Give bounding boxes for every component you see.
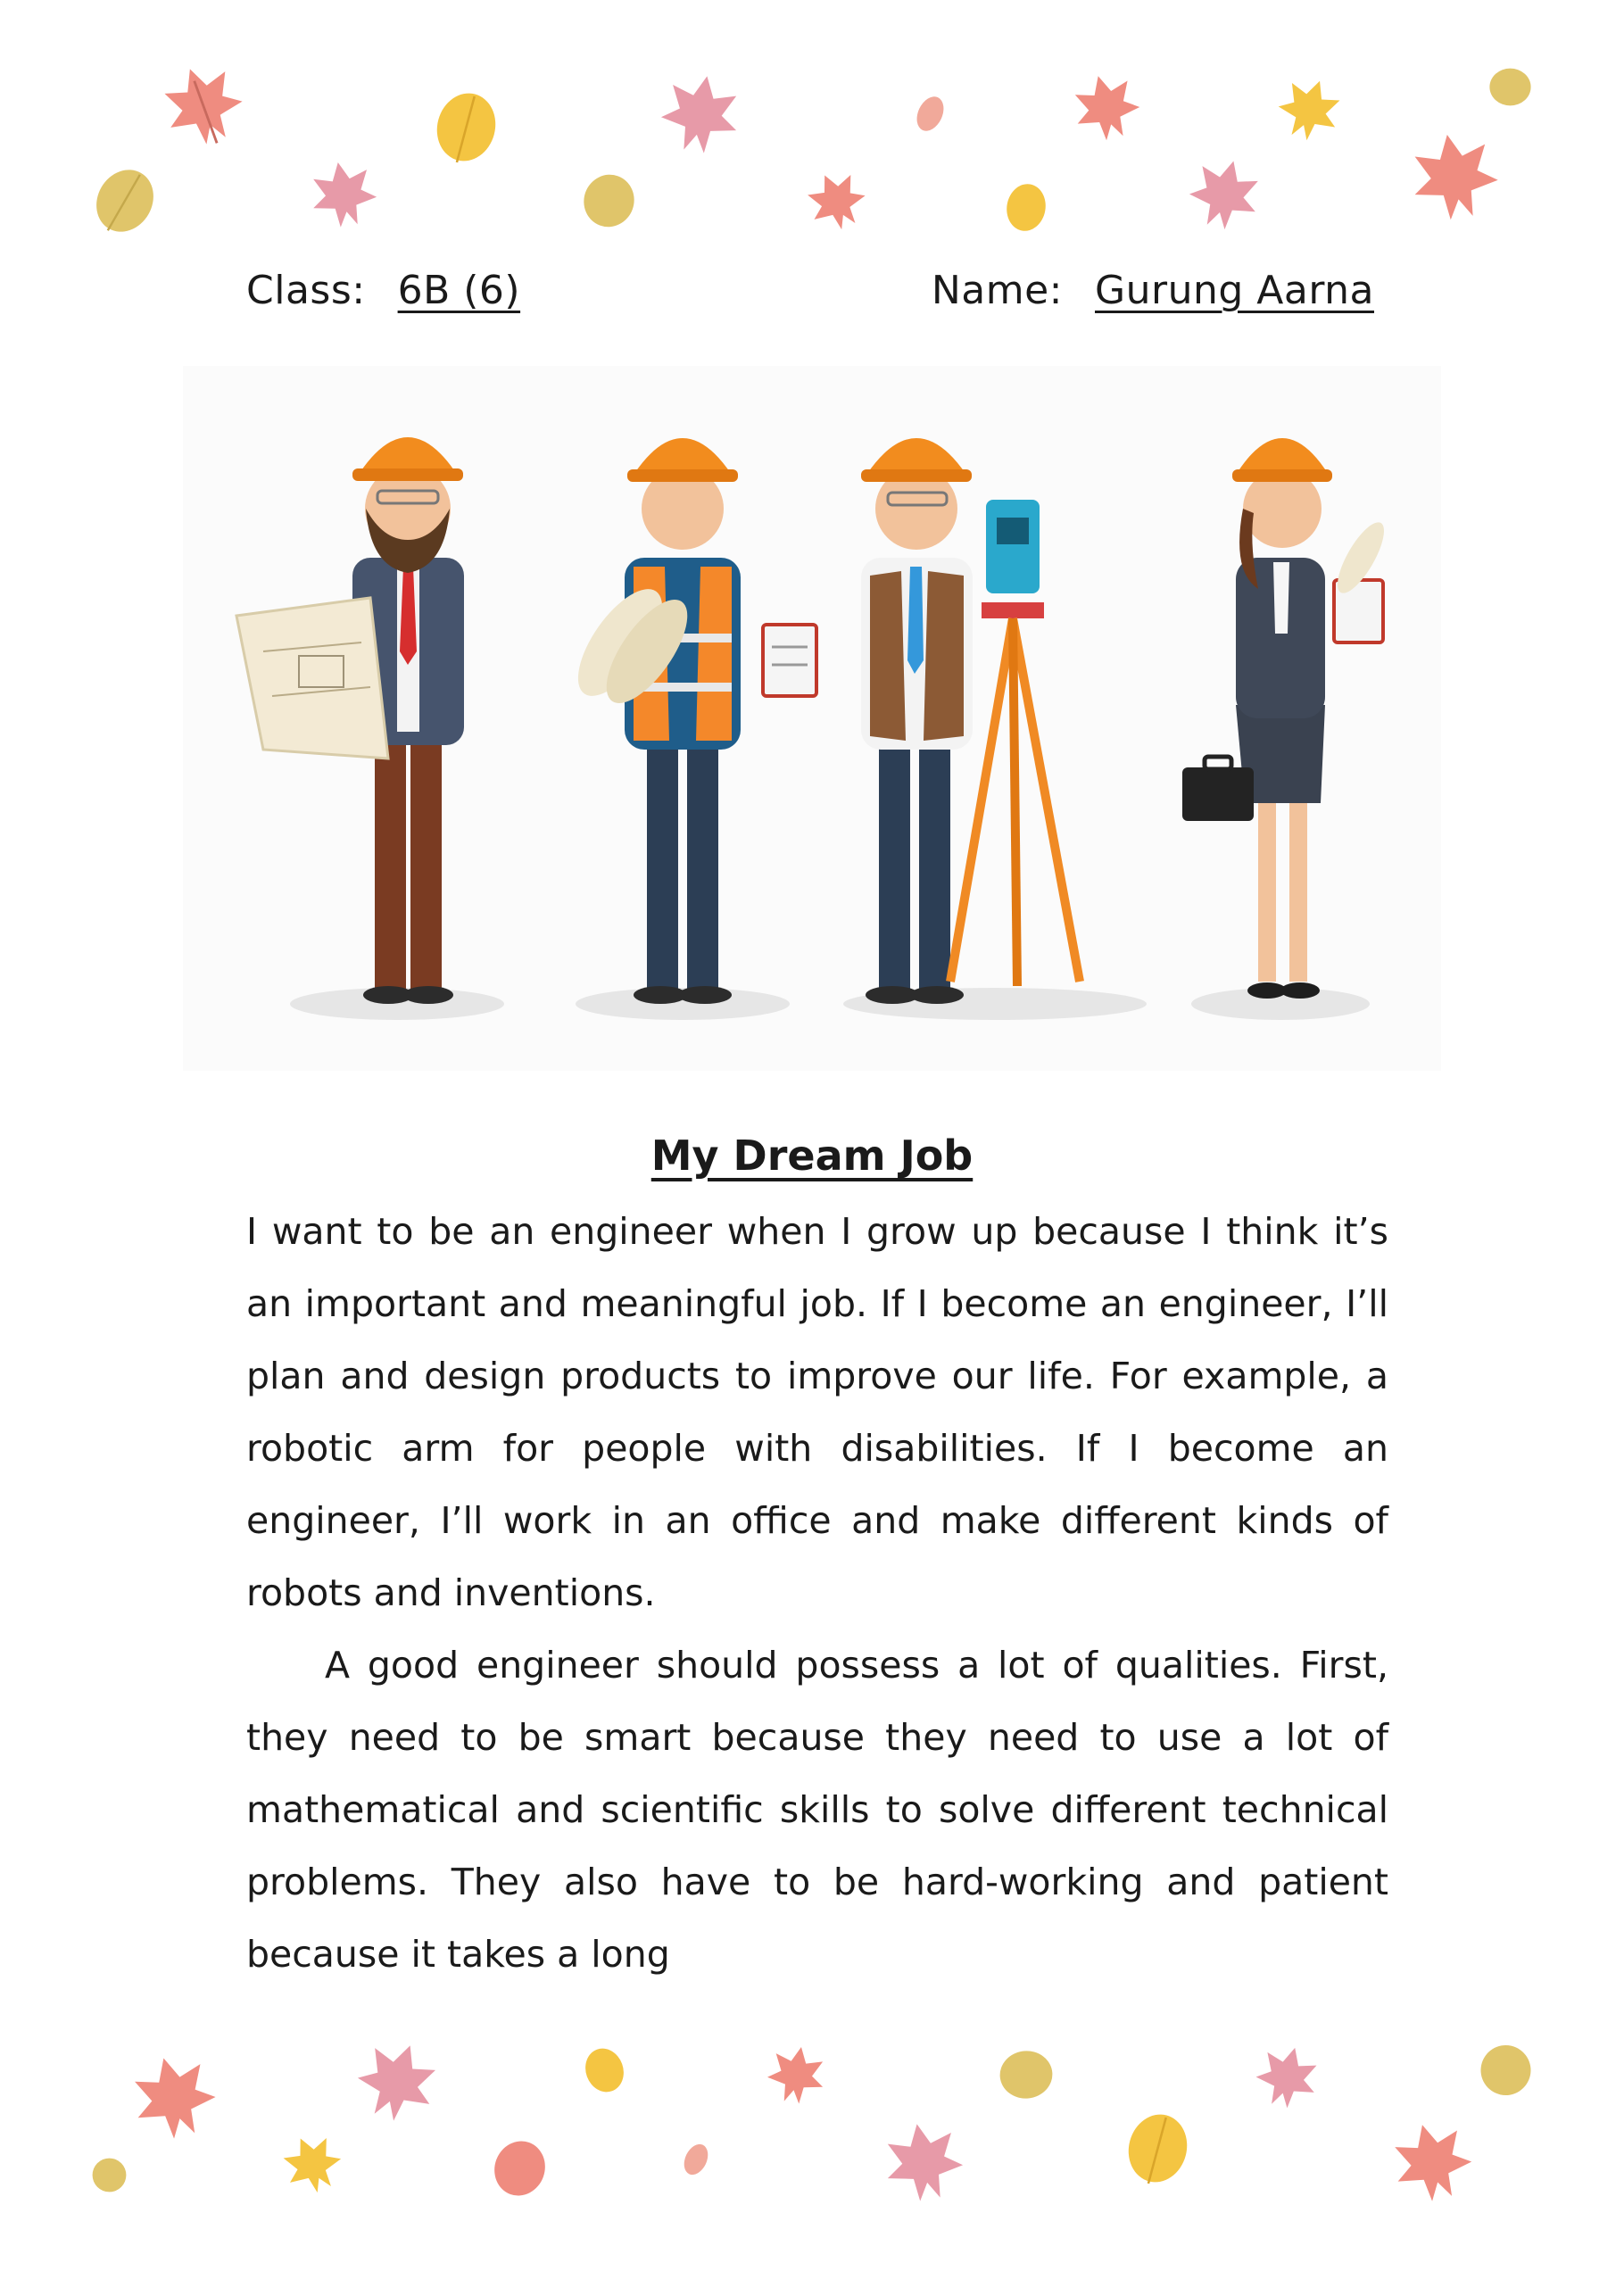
leaf-icon bbox=[1378, 2110, 1486, 2215]
leaf-icon bbox=[1467, 2034, 1544, 2107]
leaf-icon bbox=[1110, 2098, 1206, 2200]
construction-engineer-icon bbox=[562, 438, 816, 1004]
leaf-icon bbox=[1398, 121, 1512, 231]
leaf-icon bbox=[477, 2127, 561, 2209]
leaf-icon bbox=[670, 2132, 721, 2187]
architect-icon bbox=[236, 437, 464, 1004]
class-value: 6B (6) bbox=[397, 268, 521, 313]
leaf-icon bbox=[418, 77, 514, 178]
essay-title: My Dream Job bbox=[650, 1131, 974, 1180]
name-field bbox=[932, 268, 1387, 313]
surveyor-icon bbox=[861, 438, 1080, 1004]
leaf-icon bbox=[758, 2038, 834, 2111]
leaf-icon bbox=[1486, 62, 1535, 112]
leaf-icon bbox=[1266, 66, 1352, 152]
leaf-icon bbox=[76, 152, 173, 249]
name-value: Gurung Aarna bbox=[1095, 268, 1374, 313]
leaf-icon bbox=[302, 151, 385, 238]
name-label: Name: bbox=[931, 268, 1063, 313]
office-engineer-icon bbox=[1182, 438, 1392, 999]
leaf-icon bbox=[341, 2027, 453, 2136]
leaf-icon bbox=[567, 160, 650, 241]
essay-paragraph: I want to be an engineer when I grow up because I think it’s an important and meaningful job. If I become an engineer, I’ll plan and design products to improve our life. For example, a robotic arm for people with disabilities. If I become an engineer, I’ll work in an office and make different kinds of robots and inventions. bbox=[246, 1210, 1388, 1614]
leaf-icon bbox=[873, 2112, 975, 2211]
leaf-icon bbox=[572, 2036, 636, 2103]
engineers-illustration bbox=[183, 366, 1441, 1071]
essay-body bbox=[246, 1196, 1388, 1991]
leaf-icon bbox=[1247, 2036, 1329, 2118]
leaf-icon bbox=[149, 51, 258, 160]
leaf-icon bbox=[1174, 146, 1276, 242]
leaf-icon bbox=[115, 2041, 233, 2152]
leaf-icon bbox=[793, 158, 881, 243]
leaf-icon bbox=[270, 2122, 353, 2205]
class-label: Class: bbox=[246, 268, 366, 313]
leaf-icon bbox=[988, 2041, 1065, 2110]
class-field bbox=[246, 268, 533, 313]
leaf-icon bbox=[995, 174, 1057, 240]
leaf-icon bbox=[89, 2155, 129, 2195]
leaf-icon bbox=[1063, 63, 1150, 151]
leaf-icon bbox=[650, 64, 752, 163]
essay-paragraph: A good engineer should possess a lot of qualities. First, they need to be smart because they need to use a lot of mathematical and scientific skills to solve different technical problems. They also have to be hard-working and patient because it takes a long bbox=[246, 1644, 1388, 1976]
leaf-icon bbox=[901, 83, 958, 145]
